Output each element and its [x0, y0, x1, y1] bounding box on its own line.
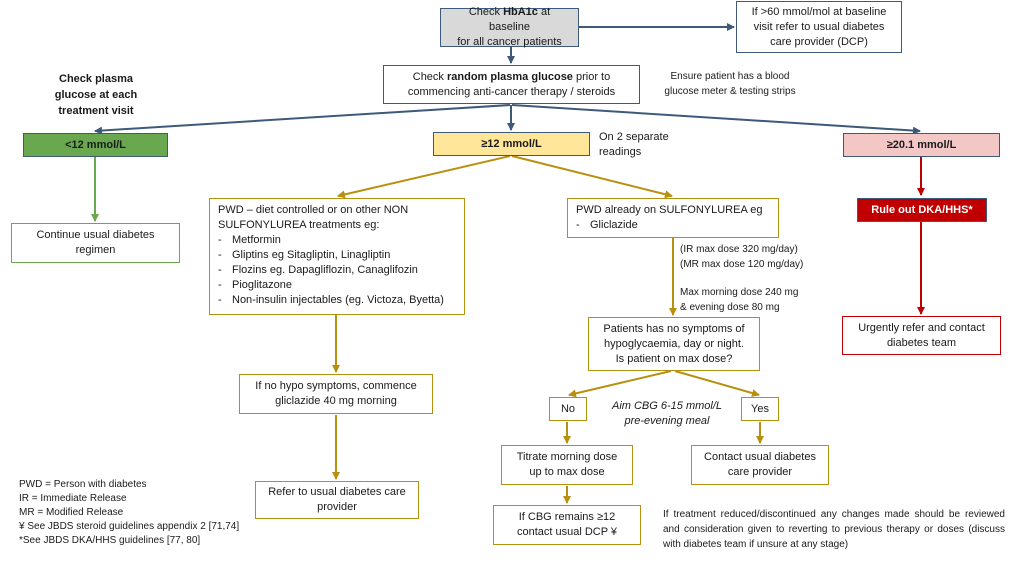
hba1c-text-pre: Check: [468, 6, 504, 18]
aim-note-line1: Aim CBG 6-15 mmol/L: [611, 400, 723, 412]
glucose-text-bold: random plasma glucose: [447, 70, 573, 83]
legend-line4: ¥ See JBDS steroid guidelines appendix 2 [71,74]: [19, 521, 240, 532]
reduced-note-line1: If treatment reduced/discontinued any changes made should be: [663, 509, 961, 520]
hba1c-referral-line2: visit refer to usual diabetes: [753, 20, 885, 33]
symptoms-line3: Is patient on max dose?: [615, 352, 733, 365]
decision-yes-label: Yes: [751, 402, 769, 415]
legend-line3: MR = Modified Release: [19, 507, 124, 518]
arrow-mid-to-su: [512, 156, 672, 196]
urgent-line1: Urgently refer and contact: [858, 321, 985, 334]
hba1c-text-post: at baseline: [489, 6, 551, 33]
refer-dcp-line1: Refer to usual diabetes care: [268, 486, 406, 498]
legend-line2: IR = Immediate Release: [19, 493, 127, 504]
readings-note: [599, 130, 689, 160]
contact-dcp-line1: Contact usual diabetes: [704, 451, 816, 463]
meter-note-line1: Ensure patient has a blood: [670, 71, 790, 82]
glucose-text-line2: commencing anti-cancer therapy / steroids: [407, 85, 616, 98]
hypo-line2: gliclazide 40 mg morning: [275, 395, 397, 407]
non-su-line1: PWD – diet controlled or on other NON: [218, 204, 409, 216]
list-item: - Flozins eg. Dapagliflozin, Canaglifozin: [218, 263, 444, 278]
plasma-note-line3: treatment visit: [58, 105, 134, 117]
list-item: - Non-insulin injectables (eg. Victoza, Byetta): [218, 293, 444, 308]
dose-note-line3: Max morning dose 240 mg: [680, 287, 799, 298]
list-item: - Pioglitazone: [218, 278, 444, 293]
arrow-mid-to-nonsu: [338, 156, 510, 196]
hba1c-text-bold: HbA1c: [503, 6, 538, 18]
reduced-note-line3: doses (discuss with diabetes team if unsure at any stage): [663, 524, 1005, 550]
symptoms-line1: Patients has no symptoms of: [603, 322, 745, 335]
arrow-glucose-to-high: [512, 105, 920, 131]
su-treatment-list: [576, 218, 762, 233]
symptoms-line2: hypoglycaemia, day or night.: [603, 337, 744, 350]
glucose-text-pre: Check: [412, 70, 447, 83]
dose-note-line1: (IR max dose 320 mg/day): [680, 244, 798, 255]
meter-note-line2: glucose meter & testing strips: [664, 86, 796, 97]
abbreviation-legend: [19, 478, 259, 548]
cbg-line2: contact usual DCP ¥: [516, 526, 618, 538]
threshold-low-label: <12 mmol/L: [65, 138, 126, 151]
hba1c-text-line2: for all cancer patients: [457, 36, 562, 48]
commence-gliclazide-box: [239, 374, 433, 414]
non-sulfonylurea-box: [209, 198, 465, 315]
hba1c-referral-box: [736, 1, 902, 53]
aim-cbg-note: [600, 399, 734, 429]
non-su-treatment-list: [218, 233, 444, 308]
titrate-line1: Titrate morning dose: [516, 451, 618, 463]
list-item: - Metformin: [218, 233, 444, 248]
hba1c-box: [440, 8, 579, 47]
contact-dcp-box: [691, 445, 829, 485]
threshold-mid-box: [433, 132, 590, 156]
arrow-symptoms-to-yes: [675, 371, 759, 395]
plasma-glucose-box: [383, 65, 640, 104]
plasma-note-line2: glucose at each: [54, 89, 138, 101]
reduced-note-line2: reviewed and consideration given to reverting to previous therapy or: [663, 509, 1005, 535]
threshold-high-label: ≥20.1 mmol/L: [886, 138, 957, 151]
hypo-symptoms-box: [588, 317, 760, 371]
readings-note-line1: On 2 separate: [599, 131, 669, 143]
titrate-line2: up to max dose: [529, 466, 605, 478]
list-item: - Gliptins eg Sitagliptin, Linagliptin: [218, 248, 444, 263]
plasma-check-note: [34, 71, 158, 119]
treatment-reduced-note: [663, 507, 1005, 552]
aim-note-line2: pre-evening meal: [624, 415, 710, 427]
refer-dcp-line2: provider: [317, 501, 357, 513]
dose-note-line4: & evening dose 80 mg: [680, 302, 780, 313]
decision-no-box: [549, 397, 587, 421]
decision-no-label: No: [560, 402, 576, 415]
decision-yes-box: [741, 397, 779, 421]
legend-line1: PWD = Person with diabetes: [19, 479, 147, 490]
cbg-remains-box: [493, 505, 641, 545]
cbg-line1: If CBG remains ≥12: [518, 511, 616, 523]
threshold-high-box: [843, 133, 1000, 157]
non-su-line2: SULFONYLUREA treatments eg:: [218, 219, 380, 231]
sulfonylurea-box: [567, 198, 779, 238]
continue-line1: Continue usual diabetes: [36, 229, 155, 241]
su-line1: PWD already on SULFONYLUREA eg: [576, 204, 763, 216]
glucose-text-post: prior to: [572, 70, 611, 83]
urgent-refer-box: [842, 316, 1001, 355]
rule-out-dka-box: [857, 198, 987, 222]
hba1c-referral-line3: care provider (DCP): [770, 35, 868, 48]
continue-line2: regimen: [75, 244, 116, 256]
threshold-mid-label: ≥12 mmol/L: [481, 137, 542, 150]
dka-label: Rule out DKA/HHS*: [871, 203, 973, 216]
readings-note-line2: readings: [599, 146, 642, 158]
hypo-line1: If no hypo symptoms, commence: [255, 380, 417, 392]
refer-dcp-box: [255, 481, 419, 519]
threshold-low-box: [23, 133, 168, 157]
arrow-symptoms-to-no: [569, 371, 671, 395]
dose-note: [680, 242, 830, 315]
titrate-dose-box: [501, 445, 633, 485]
contact-dcp-line2: care provider: [727, 466, 793, 478]
plasma-note-line1: Check plasma: [59, 73, 133, 85]
urgent-line2: diabetes team: [886, 336, 957, 349]
list-item: - Gliclazide: [576, 218, 762, 233]
meter-note: [650, 69, 810, 99]
hba1c-referral-line1: If >60 mmol/mol at baseline: [751, 5, 887, 18]
dose-note-line2: (MR max dose 120 mg/day): [680, 259, 804, 270]
continue-regimen-box: [11, 223, 180, 263]
legend-line5: *See JBDS DKA/HHS guidelines [77, 80]: [19, 535, 201, 546]
